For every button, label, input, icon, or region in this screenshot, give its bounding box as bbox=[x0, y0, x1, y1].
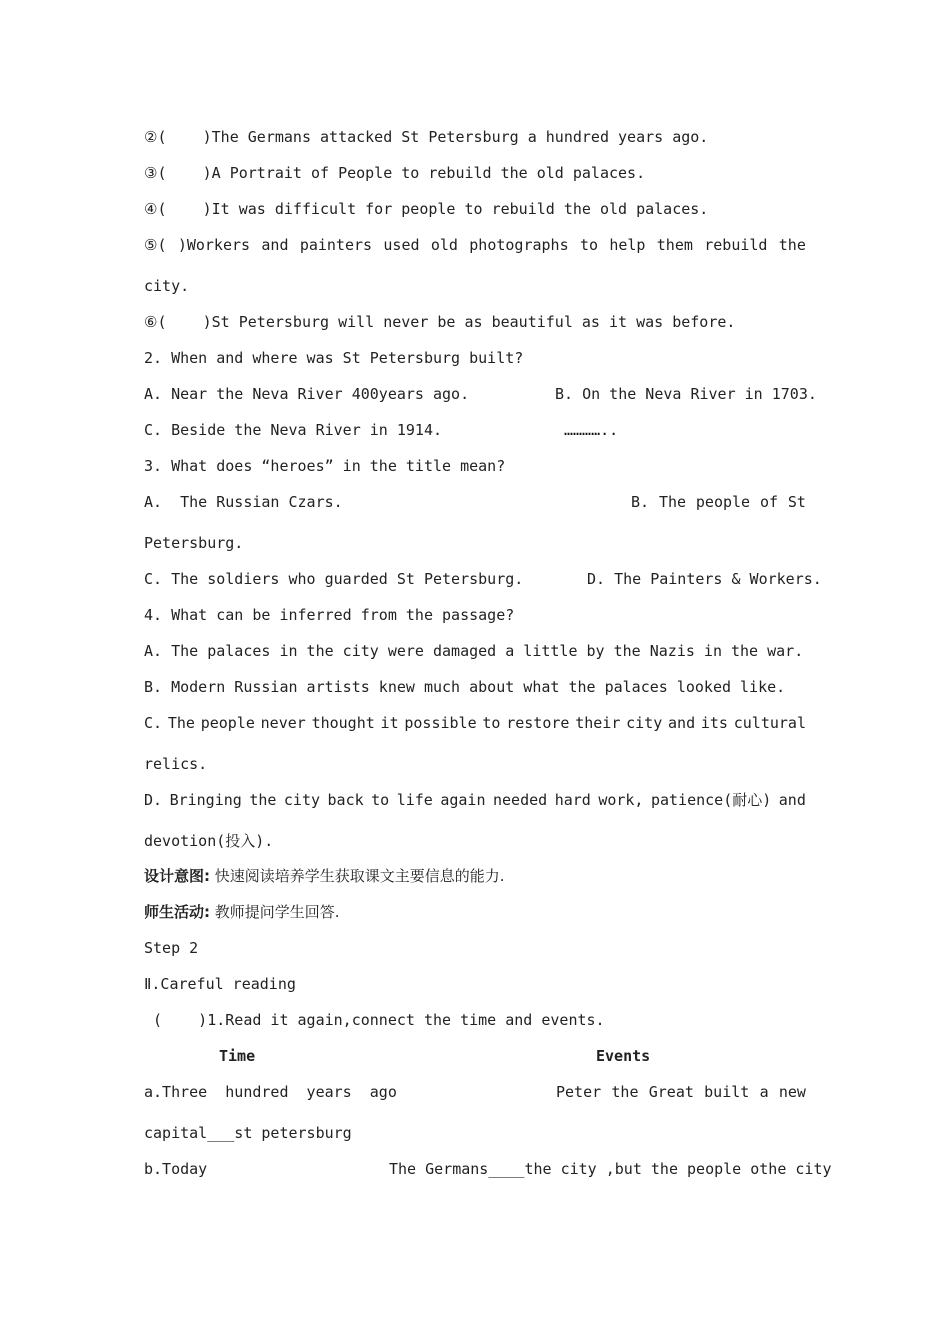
activity-label: 师生活动: bbox=[144, 903, 210, 921]
question-2: 2. When and where was St Petersburg built? bbox=[144, 349, 524, 367]
question-4-option-d: D. Bringing the city back to life again needed hard work, patience(耐心) and bbox=[144, 791, 806, 809]
design-intent-label: 设计意图: bbox=[144, 867, 210, 885]
true-false-item-3: ③( )A Portrait of People to rebuild the old palaces. bbox=[144, 164, 646, 182]
true-false-item-4: ④( )It was difficult for people to rebuild the old palaces. bbox=[144, 200, 709, 218]
question-3-option-c: C. The soldiers who guarded St Petersburg. bbox=[144, 570, 524, 588]
table-header-time: Time bbox=[219, 1047, 256, 1065]
question-4: 4. What can be inferred from the passage? bbox=[144, 606, 515, 624]
section-heading: Ⅱ.Careful reading bbox=[144, 975, 296, 993]
question-2-option-b: B. On the Neva River in 1703. bbox=[555, 385, 817, 403]
row-a-time: a.Three hundred years ago bbox=[144, 1083, 397, 1101]
true-false-item-6: ⑥( )St Petersburg will never be as beautiful as it was before. bbox=[144, 313, 736, 331]
table-row-a bbox=[144, 1082, 806, 1102]
design-intent-text: 快速阅读培养学生获取课文主要信息的能力. bbox=[210, 867, 505, 885]
true-false-item-5-continued: city. bbox=[144, 277, 190, 295]
question-2-option-a: A. Near the Neva River 400years ago. bbox=[144, 385, 470, 403]
question-2-option-c: C. Beside the Neva River in 1914. bbox=[144, 421, 443, 439]
design-intent bbox=[144, 866, 806, 886]
question-4-option-a: A. The palaces in the city were damaged a little by the Nazis in the war. bbox=[144, 642, 804, 660]
question-2-dots: ………….. bbox=[564, 421, 619, 439]
question-3-option-a: A. The Russian Czars. bbox=[144, 493, 343, 511]
step-heading: Step 2 bbox=[144, 939, 199, 957]
table-row-a-continued: capital___st petersburg bbox=[144, 1124, 352, 1142]
question-3-option-b: B. The people of St bbox=[631, 493, 806, 511]
teacher-student-activity bbox=[144, 902, 806, 922]
task-instruction: ( )1.Read it again,connect the time and events. bbox=[144, 1011, 605, 1029]
question-3: 3. What does “heroes” in the title mean? bbox=[144, 457, 506, 475]
question-3-option-b-continued: Petersburg. bbox=[144, 534, 244, 552]
true-false-item-2: ②( )The Germans attacked St Petersburg a hundred years ago. bbox=[144, 128, 709, 146]
question-4-option-c-continued: relics. bbox=[144, 755, 208, 773]
question-4-option-c: C. The people never thought it possible to restore their city and its cultural bbox=[144, 714, 806, 732]
row-a-event: Peter the Great built a new bbox=[556, 1083, 806, 1101]
true-false-item-5: ⑤( )Workers and painters used old photographs to help them rebuild the bbox=[144, 236, 806, 254]
question-3-option-d: D. The Painters & Workers. bbox=[587, 570, 822, 588]
activity-text: 教师提问学生回答. bbox=[210, 903, 340, 921]
question-4-option-b: B. Modern Russian artists knew much about what the palaces looked like. bbox=[144, 678, 786, 696]
question-3-options-ab bbox=[144, 492, 806, 512]
row-b-event: The Germans____the city ,but the people othe city bbox=[389, 1160, 832, 1178]
table-header-events: Events bbox=[596, 1047, 651, 1065]
question-4-option-d-continued: devotion(投入). bbox=[144, 832, 274, 850]
row-b-time: b.Today bbox=[144, 1160, 208, 1178]
